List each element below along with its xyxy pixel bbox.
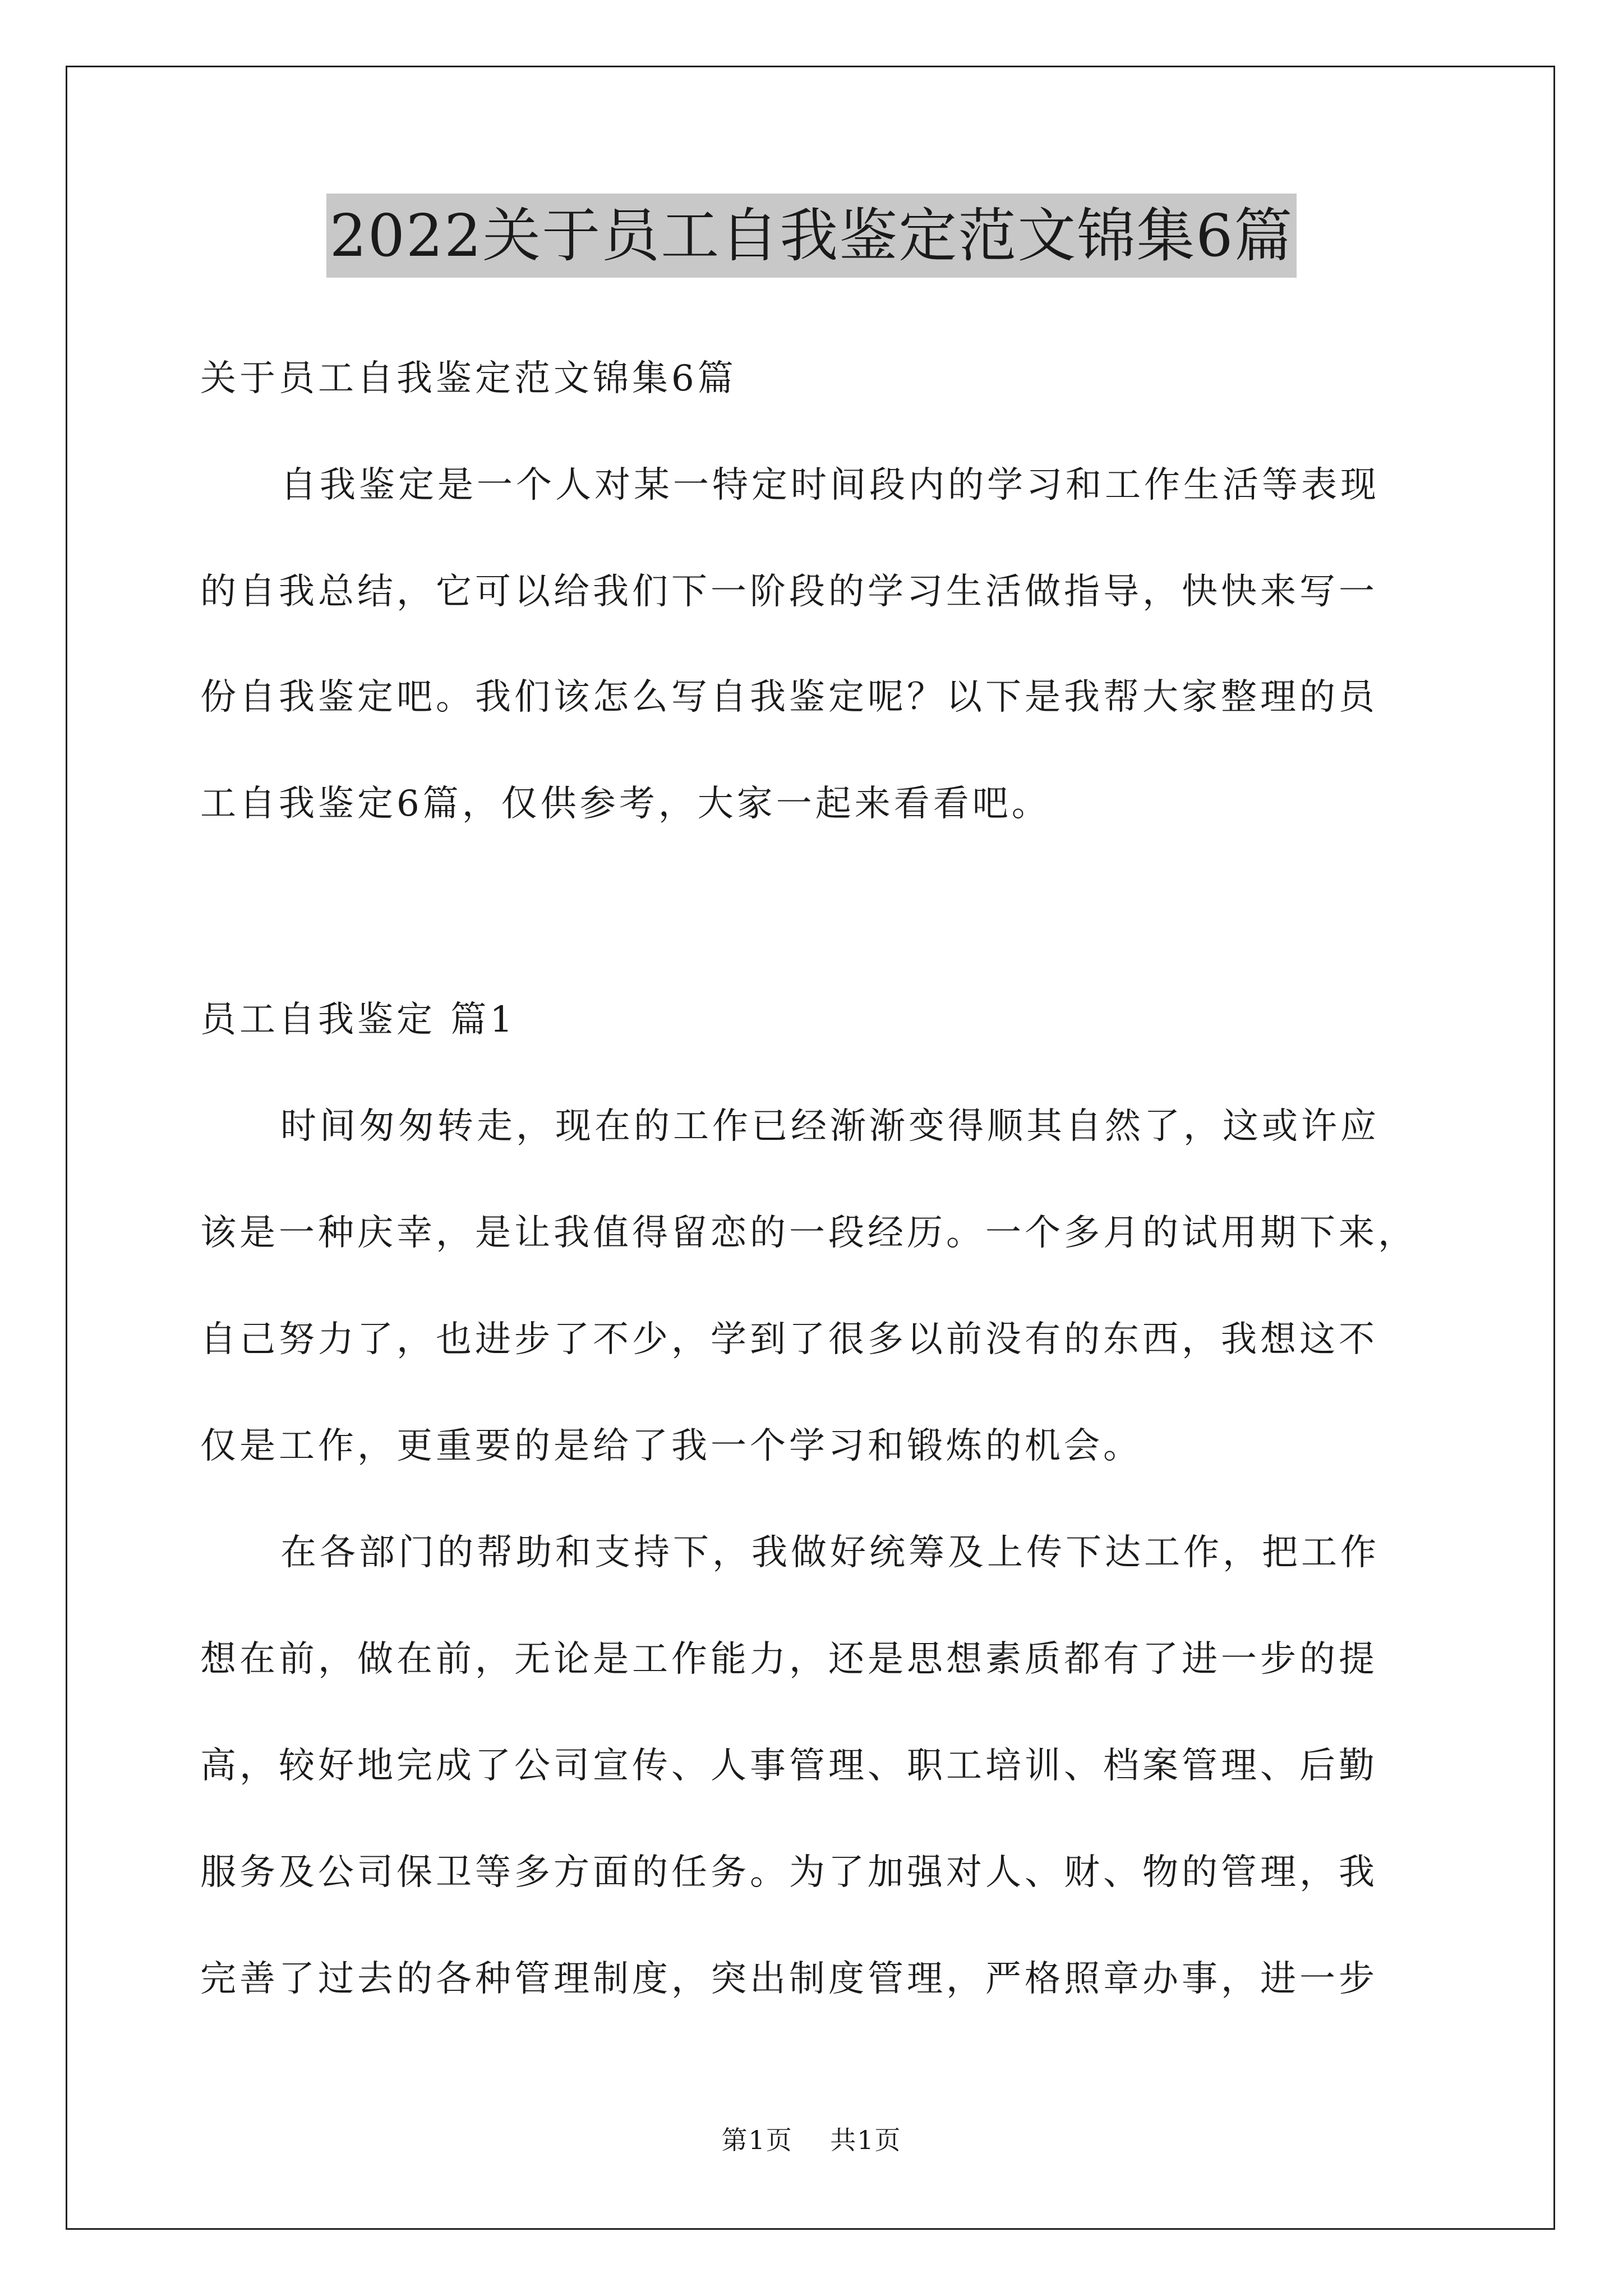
intro-line: 的自我总结，它可以给我们下一阶段的学习生活做指导，快快来写一 bbox=[200, 571, 1378, 613]
document-title: 2022关于员工自我鉴定范文锦集6篇 bbox=[326, 194, 1297, 278]
paragraph-line: 自己努力了，也进步了不少，学到了很多以前没有的东西，我想这不 bbox=[200, 1319, 1378, 1360]
paragraph-line: 时间匆匆转走，现在的工作已经渐渐变得顺其自然了，这或许应 bbox=[280, 1106, 1380, 1147]
intro-line: 份自我鉴定吧。我们该怎么写自我鉴定呢？以下是我帮大家整理的员 bbox=[200, 677, 1378, 718]
intro-line: 工自我鉴定6篇，仅供参考，大家一起来看看吧。 bbox=[200, 783, 1051, 825]
paragraph-line: 在各部门的帮助和支持下，我做好统筹及上传下达工作，把工作 bbox=[280, 1532, 1380, 1573]
paragraph-line: 高，较好地完成了公司宣传、人事管理、职工培训、档案管理、后勤 bbox=[200, 1745, 1378, 1787]
intro-line: 自我鉴定是一个人对某一特定时间段内的学习和工作生活等表现 bbox=[280, 464, 1380, 506]
paragraph-line: 想在前，做在前，无论是工作能力，还是思想素质都有了进一步的提 bbox=[200, 1639, 1378, 1680]
document-subtitle: 关于员工自我鉴定范文锦集6篇 bbox=[200, 358, 737, 399]
section-heading: 员工自我鉴定 篇1 bbox=[200, 999, 517, 1041]
page-footer: 第1页 共1页 bbox=[721, 2125, 902, 2155]
title-area bbox=[0, 194, 1623, 278]
paragraph-line: 仅是工作，更重要的是给了我一个学习和锻炼的机会。 bbox=[200, 1425, 1142, 1467]
paragraph-line: 服务及公司保卫等多方面的任务。为了加强对人、财、物的管理，我 bbox=[200, 1852, 1378, 1893]
paragraph-line: 完善了过去的各种管理制度，突出制度管理，严格照章办事，进一步 bbox=[200, 1958, 1378, 2000]
paragraph-line: 该是一种庆幸，是让我值得留恋的一段经历。一个多月的试用期下来， bbox=[200, 1212, 1417, 1254]
